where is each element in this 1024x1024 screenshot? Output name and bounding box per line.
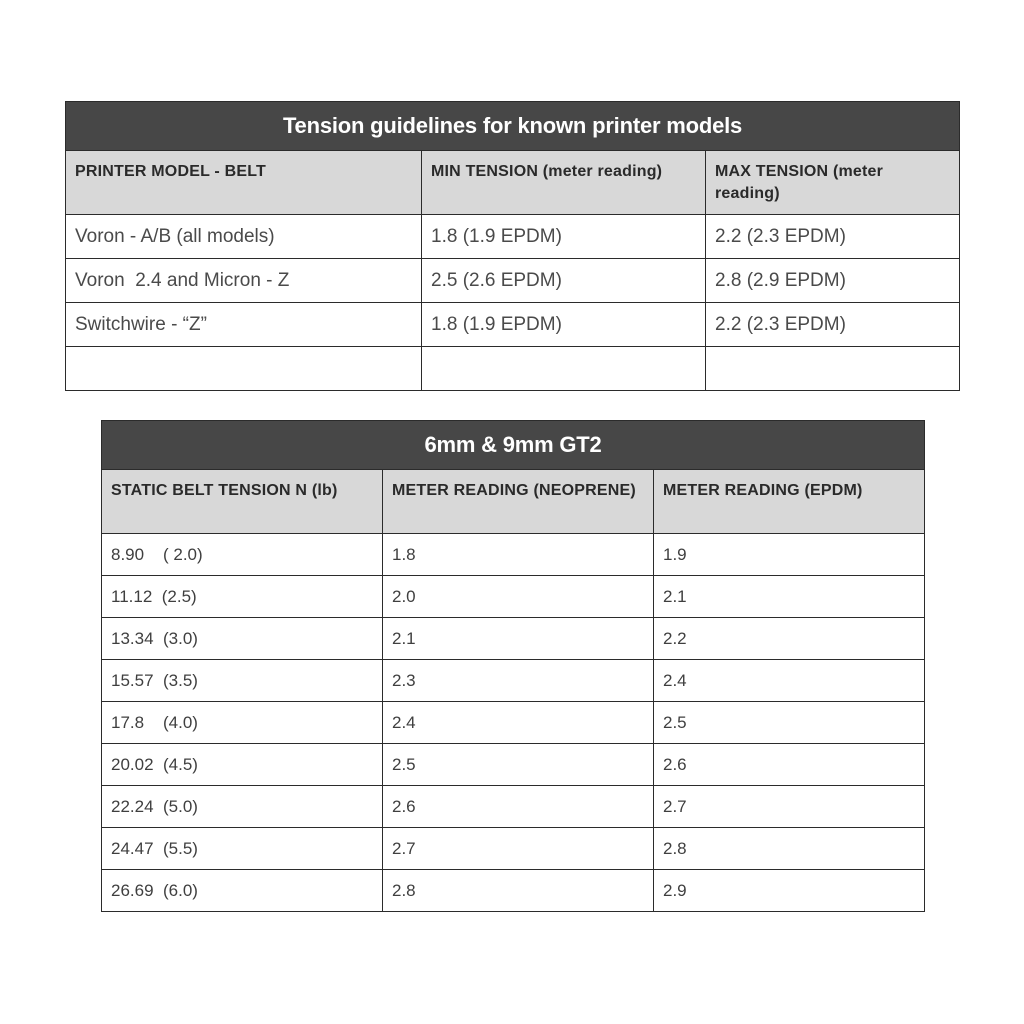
printer-model-cell: [66, 347, 422, 391]
static-tension-cell: 13.34 (3.0): [102, 618, 383, 660]
epdm-reading-cell: 2.6: [654, 744, 925, 786]
empty-table-row: [66, 347, 960, 391]
column-header-epdm-reading: METER READING (EPDM): [654, 470, 925, 534]
neoprene-reading-cell: 2.7: [383, 828, 654, 870]
neoprene-reading-cell: 2.1: [383, 618, 654, 660]
column-header-max-tension: MAX TENSION (meter reading): [706, 151, 960, 215]
table-row: [102, 576, 925, 618]
table-row: [102, 702, 925, 744]
table-row: [102, 828, 925, 870]
max-tension-cell: [706, 347, 960, 391]
max-tension-cell: 2.2 (2.3 EPDM): [706, 215, 960, 259]
table-title: 6mm & 9mm GT2: [102, 421, 925, 470]
static-tension-cell: 20.02 (4.5): [102, 744, 383, 786]
min-tension-cell: 2.5 (2.6 EPDM): [422, 259, 706, 303]
table-row: [66, 215, 960, 259]
table-row: [66, 303, 960, 347]
table-row: [102, 534, 925, 576]
static-tension-cell: 17.8 (4.0): [102, 702, 383, 744]
header-row: [102, 470, 925, 534]
min-tension-cell: 1.8 (1.9 EPDM): [422, 215, 706, 259]
static-tension-cell: 11.12 (2.5): [102, 576, 383, 618]
table-row: [102, 618, 925, 660]
neoprene-reading-cell: 2.8: [383, 870, 654, 912]
epdm-reading-cell: 2.7: [654, 786, 925, 828]
epdm-reading-cell: 2.4: [654, 660, 925, 702]
table-row: [102, 786, 925, 828]
static-tension-cell: 8.90 ( 2.0): [102, 534, 383, 576]
table-row: [102, 660, 925, 702]
printer-tension-table: [65, 101, 960, 391]
neoprene-reading-cell: 2.0: [383, 576, 654, 618]
printer-model-cell: Voron 2.4 and Micron - Z: [66, 259, 422, 303]
column-header-static-tension: STATIC BELT TENSION N (lb): [102, 470, 383, 534]
table-title: Tension guidelines for known printer models: [66, 102, 960, 151]
epdm-reading-cell: 1.9: [654, 534, 925, 576]
column-header-printer-model: PRINTER MODEL - BELT: [66, 151, 422, 215]
max-tension-cell: 2.8 (2.9 EPDM): [706, 259, 960, 303]
static-tension-cell: 15.57 (3.5): [102, 660, 383, 702]
neoprene-reading-cell: 1.8: [383, 534, 654, 576]
table-row: [102, 870, 925, 912]
table-row: [102, 744, 925, 786]
table-row: [66, 259, 960, 303]
neoprene-reading-cell: 2.4: [383, 702, 654, 744]
neoprene-reading-cell: 2.6: [383, 786, 654, 828]
epdm-reading-cell: 2.5: [654, 702, 925, 744]
column-header-neoprene-reading: METER READING (NEOPRENE): [383, 470, 654, 534]
column-header-min-tension: MIN TENSION (meter reading): [422, 151, 706, 215]
min-tension-cell: [422, 347, 706, 391]
static-tension-cell: 26.69 (6.0): [102, 870, 383, 912]
epdm-reading-cell: 2.1: [654, 576, 925, 618]
neoprene-reading-cell: 2.5: [383, 744, 654, 786]
printer-model-cell: Switchwire - “Z”: [66, 303, 422, 347]
max-tension-cell: 2.2 (2.3 EPDM): [706, 303, 960, 347]
epdm-reading-cell: 2.2: [654, 618, 925, 660]
neoprene-reading-cell: 2.3: [383, 660, 654, 702]
static-tension-cell: 22.24 (5.0): [102, 786, 383, 828]
static-tension-cell: 24.47 (5.5): [102, 828, 383, 870]
header-row: [66, 151, 960, 215]
printer-model-cell: Voron - A/B (all models): [66, 215, 422, 259]
epdm-reading-cell: 2.9: [654, 870, 925, 912]
epdm-reading-cell: 2.8: [654, 828, 925, 870]
min-tension-cell: 1.8 (1.9 EPDM): [422, 303, 706, 347]
gt2-tension-table: [101, 420, 925, 912]
